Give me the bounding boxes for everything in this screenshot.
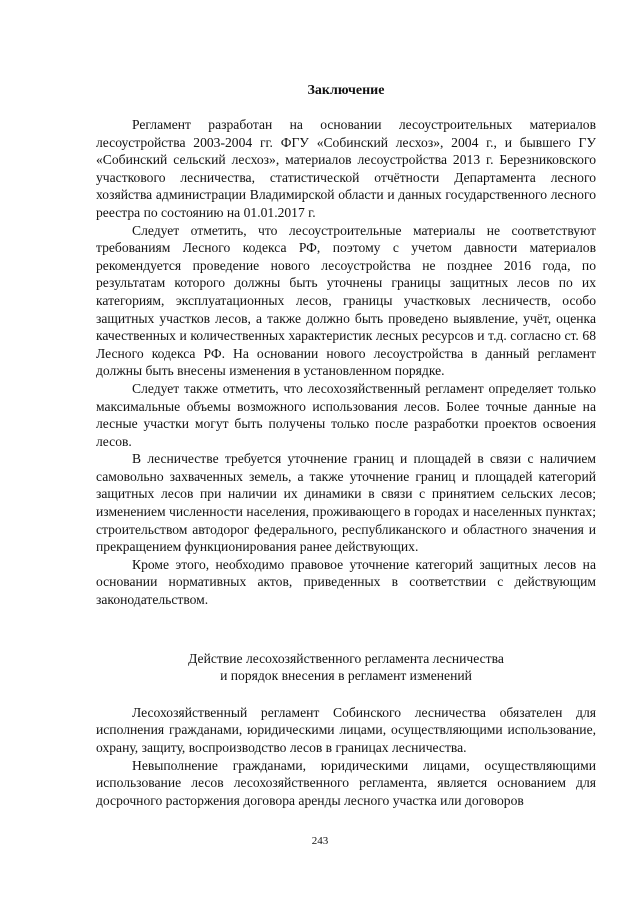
conclusion-paragraph-2: Следует отметить, что лесоустроительные материалы не соответствуют требованиям Лесного кодекса РФ, поэтому с учетом давности материалов рекомендуется проведение нового лесоустройства не позднее 2016 года, по результатам которого должны быть уточнены границы защитных лесов по их категориям, эксплуатационных лесов, границы участковых лесничеств, особо защитных участков лесов, а также должно быть проведено выявление, учёт, оценка качественных и количественных характеристик лесных ресурсов и т.д. согласно ст. 68 Лесного кодекса РФ. На основании нового лесоустройства в данный регламент должны быть внесены изменения в установленном порядке. xyxy=(96,222,596,379)
section-title-line-1: Действие лесохозяйственного регламента лесничества xyxy=(188,650,504,666)
section-title xyxy=(96,650,596,685)
page-number: 243 xyxy=(311,835,329,847)
section-paragraph-2: Невыполнение гражданами, юридическими лицами, осуществляющими использование лесов лесохозяйственного регламента, является основанием для досрочного расторжения договора аренды лесного участка или договоров xyxy=(96,757,596,808)
conclusion-paragraph-3: Следует также отметить, что лесохозяйственный регламент определяет только максимальные объемы возможного использования лесов. Более точные данные на лесные участки могут быть получены только после разработки проектов освоения лесов. xyxy=(96,380,596,449)
conclusion-paragraph-1: Регламент разработан на основании лесоустроительных материалов лесоустройства 2003-2004 гг. ФГУ «Собинский лесхоз», 2004 г., и бывшего ГУ «Собинский сельский лесхоз», материалов лесоустройства 2013 г. Березниковского участкового лесничества, статистической отчётности Департамента лесного хозяйства администрации Владимирской области и данных государственного лесного реестра по состоянию на 01.01.2017 г. xyxy=(96,117,596,220)
conclusion-paragraph-4: В лесничестве требуется уточнение границ и площадей в связи с наличием самовольно захваченных земель, а также уточнение границ и площадей категорий защитных лесов при наличии их динамики в связи с принятием сельских лесов; изменением численности населения, проживающего в городах и населенных пунктах; строительством автодорог федерального, республиканского и областного значения и прекращением функционирования ранее действующих. xyxy=(96,451,596,555)
document-page xyxy=(96,82,596,809)
conclusion-paragraph-5: Кроме этого, необходимо правовое уточнение категорий защитных лесов на основании нормативных актов, приведенных в соответствии с действующим законодательством. xyxy=(96,556,596,608)
section-title-line-2: и порядок внесения в регламент изменений xyxy=(220,668,472,684)
conclusion-heading: Заключение xyxy=(307,83,385,98)
section-paragraph-1: Лесохозяйственный регламент Собинского лесничества обязателен для исполнения гражданами, юридическими лицами, осуществляющими использование, охрану, защиту, воспроизводство лесов в границах лесничества. xyxy=(96,704,596,755)
